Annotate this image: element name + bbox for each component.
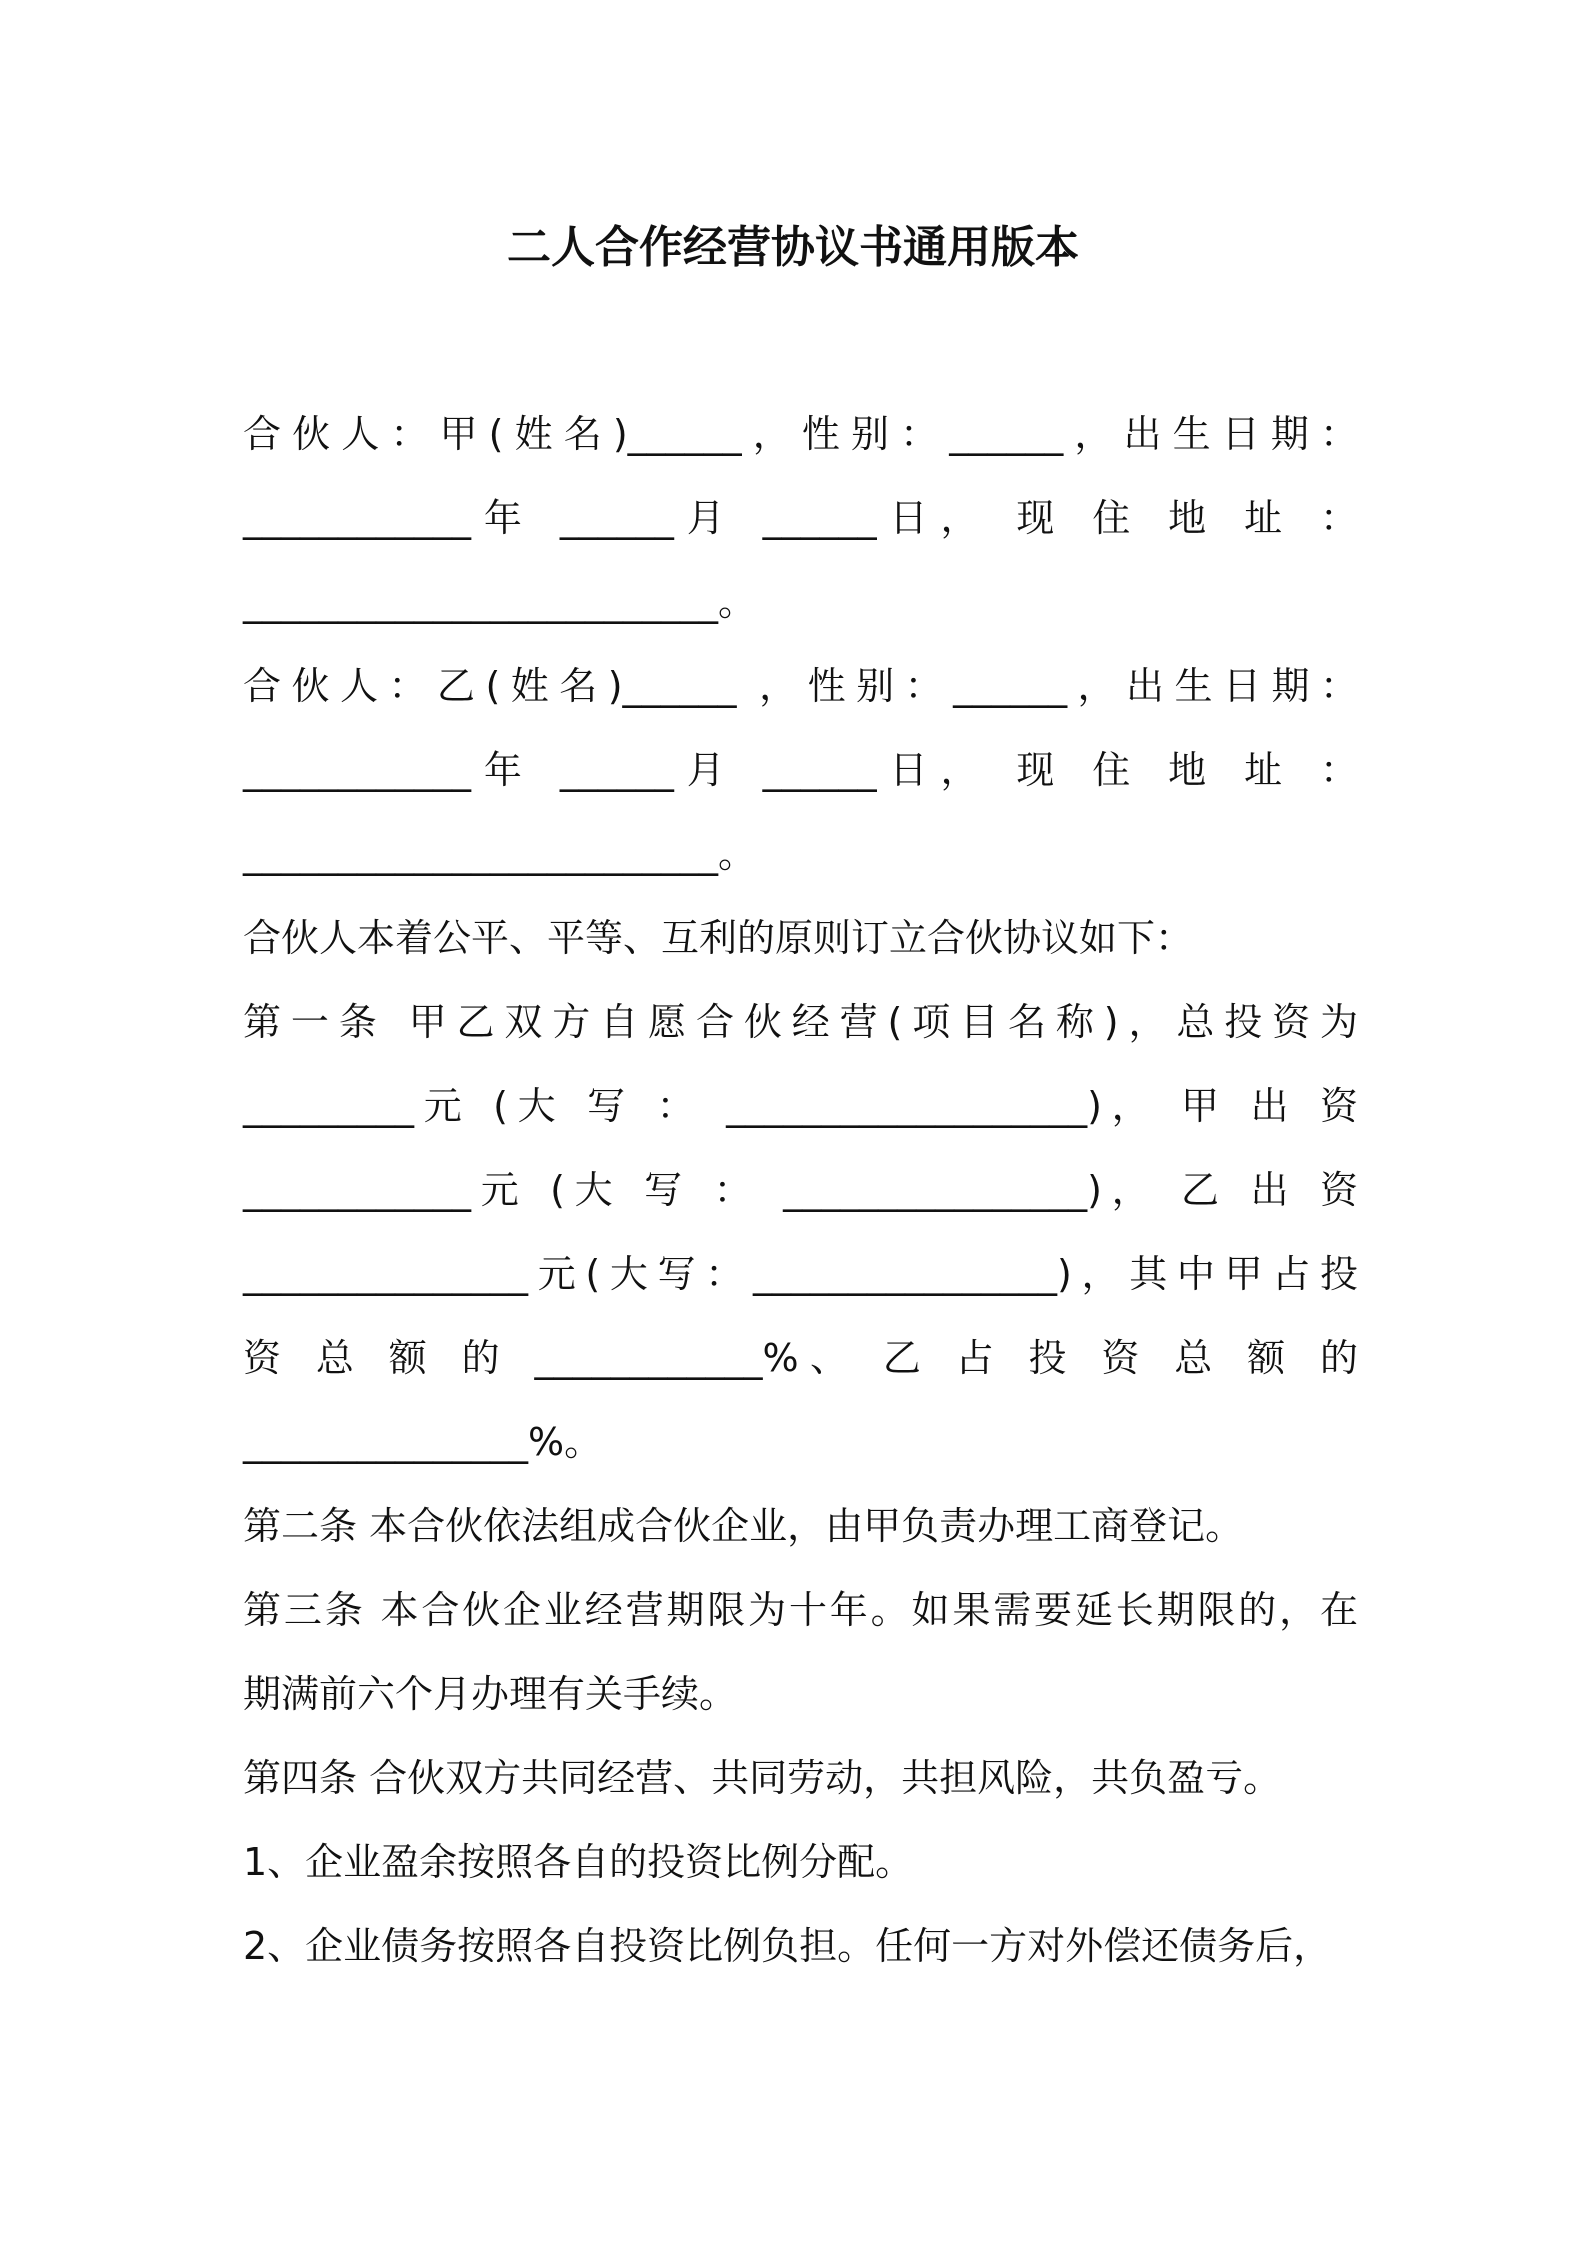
preamble-line: 合伙人本着公平、平等、互利的原则订立合伙协议如下： (243, 916, 1194, 960)
article-1-line-4: _______________元(大写：________________)，其中甲占投 (243, 1252, 1358, 1296)
partner-b-line-3: _________________________。 (243, 832, 757, 876)
document-title: 二人合作经营协议书通用版本 (507, 222, 1079, 273)
partner-a-line-3: _________________________。 (243, 580, 757, 624)
article-4-line: 第四条 合伙双方共同经营、共同劳动，共担风险，共负盈亏。 (243, 1756, 1282, 1800)
article-4-item-1: 1、企业盈余按照各自的投资比例分配。 (243, 1840, 914, 1884)
article-1-line-3: ____________元 (大 写 ： ________________)， 乙 出 资 (243, 1168, 1358, 1212)
article-3-line-2: 期满前六个月办理有关手续。 (243, 1672, 738, 1716)
article-2-line: 第二条 本合伙依法组成合伙企业，由甲负责办理工商登记。 (243, 1504, 1244, 1548)
partner-b-line-2: ____________年 ______月 ______日， 现 住 地 址 ： (243, 748, 1358, 792)
article-4-item-2: 2、企业债务按照各自投资比例负担。任何一方对外偿还债务后， (243, 1924, 1332, 1968)
article-1-line-6: _______________%。 (243, 1420, 603, 1464)
article-3-line-1: 第三条 本合伙企业经营期限为十年。如果需要延长期限的，在 (243, 1588, 1358, 1632)
partner-a-line-1: 合伙人：甲(姓名)______，性别：______，出生日期： (243, 412, 1358, 456)
article-1-line-2: _________元 (大 写 ： ___________________)， 甲 出 资 (243, 1084, 1358, 1128)
partner-a-line-2: ____________年 ______月 ______日， 现 住 地 址 ： (243, 496, 1358, 540)
article-1-line-1: 第一条 甲乙双方自愿合伙经营(项目名称)，总投资为 (243, 1000, 1358, 1044)
partner-b-line-1: 合伙人：乙(姓名)______ ，性别：______，出生日期： (243, 664, 1358, 708)
article-1-line-5: 资 总 额 的 ____________%、 乙 占 投 资 总 额 的 (243, 1336, 1358, 1380)
